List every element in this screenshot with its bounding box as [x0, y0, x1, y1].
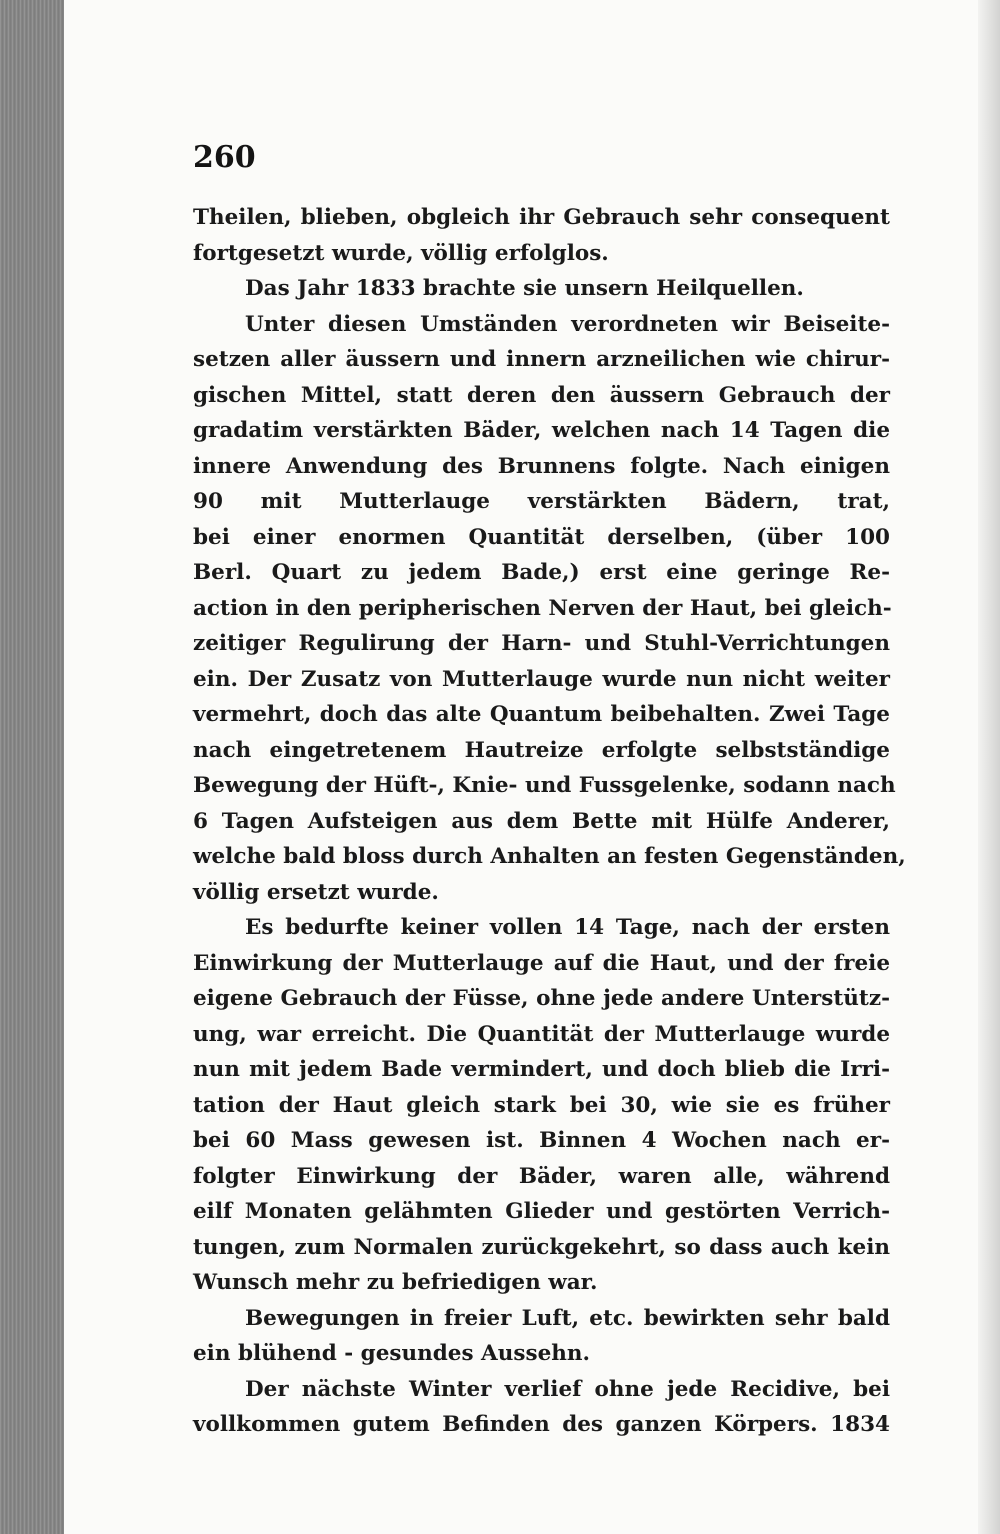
- text-line: Der nächste Winter verlief ohne jede Recidive, bei: [245, 1376, 890, 1402]
- text-line: bei 60 Mass gewesen ist. Binnen 4 Wochen nach er-: [193, 1128, 890, 1153]
- text-line: Das Jahr 1833 brachte sie unsern Heilquellen.: [245, 276, 804, 301]
- text-line: eilf Monaten gelähmten Glieder und gestörten Verrich-: [193, 1199, 890, 1224]
- text-line: tation der Haut gleich stark bei 30, wie sie es früher: [193, 1092, 890, 1118]
- text-line: vollkommen gutem Befinden des ganzen Körpers. 1834: [193, 1412, 890, 1437]
- page-number: 260: [193, 140, 256, 175]
- text-line: eigene Gebrauch der Füsse, ohne jede andere Unterstütz-: [193, 986, 890, 1011]
- text-line: Berl. Quart zu jedem Bade,) erst eine geringe Re-: [193, 560, 890, 585]
- text-line: Einwirkung der Mutterlauge auf die Haut, und der freie: [193, 950, 890, 976]
- body-text: [193, 200, 906, 1443]
- text-line: ein blühend - gesundes Aussehn.: [193, 1341, 590, 1366]
- text-line: ein. Der Zusatz von Mutterlauge wurde nun nicht weiter: [193, 666, 890, 692]
- text-line: Es bedurfte keiner vollen 14 Tage, nach der ersten: [245, 915, 890, 940]
- text-line: nach eingetretenem Hautreize erfolgte selbstständige: [193, 737, 890, 763]
- text-line: 6 Tagen Aufsteigen aus dem Bette mit Hülfe Anderer,: [193, 808, 890, 834]
- text-line: Wunsch mehr zu befriedigen war.: [193, 1270, 598, 1295]
- text-line: gischen Mittel, statt deren den äussern Gebrauch der: [193, 382, 890, 408]
- text-line: setzen aller äussern und innern arzneilichen wie chirur-: [193, 347, 890, 372]
- text-line: folgter Einwirkung der Bäder, waren alle, während: [193, 1163, 890, 1189]
- text-line: 90 mit Mutterlauge verstärkten Bädern, trat,: [193, 489, 890, 514]
- text-line: Bewegungen in freier Luft, etc. bewirkten sehr bald: [245, 1305, 890, 1331]
- text-line: ung, war erreicht. Die Quantität der Mutterlauge wurde: [193, 1021, 890, 1047]
- text-line: völlig ersetzt wurde.: [193, 879, 439, 905]
- text-line: action in den peripherischen Nerven der Haut, bei gleich-: [193, 595, 892, 621]
- text-line: zeitiger Regulirung der Harn- und Stuhl-Verrichtungen: [193, 631, 890, 656]
- text-line: Theilen, blieben, obgleich ihr Gebrauch sehr consequent: [193, 205, 890, 230]
- text-line: vermehrt, doch das alte Quantum beibehalten. Zwei Tage: [193, 702, 890, 727]
- text-line: bei einer enormen Quantität derselben, (über 100: [193, 524, 890, 550]
- text-line: innere Anwendung des Brunnens folgte. Nach einigen: [193, 453, 890, 479]
- text-line: welche bald bloss durch Anhalten an festen Gegenständen,: [193, 844, 906, 869]
- page-edges: [0, 0, 64, 1534]
- page-right-edge: [978, 0, 1000, 1534]
- text-line: gradatim verstärkten Bäder, welchen nach 14 Tagen die: [193, 418, 890, 443]
- text-line: Bewegung der Hüft-, Knie- und Fussgelenke, sodann nach: [193, 773, 896, 798]
- text-line: Unter diesen Umständen verordneten wir Beiseite-: [245, 311, 890, 337]
- text-line: fortgesetzt wurde, völlig erfolglos.: [193, 240, 609, 266]
- text-line: nun mit jedem Bade vermindert, und doch blieb die Irri-: [193, 1057, 890, 1082]
- text-line: tungen, zum Normalen zurückgekehrt, so dass auch kein: [193, 1234, 890, 1260]
